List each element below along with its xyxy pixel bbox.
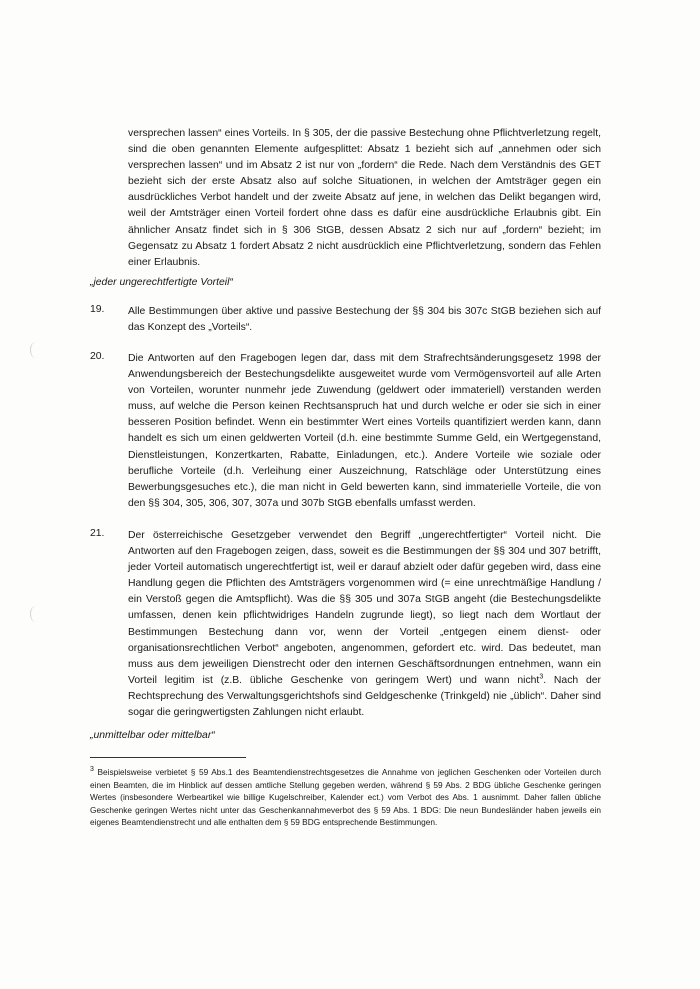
paragraph-20-text: Die Antworten auf den Fragebogen legen dar, dass mit dem Strafrechtsänderungsgesetz 1998 der Anwendungsbereich der Bestechungsdelikte ausgeweitet wurde vom Vermögensvorteil auf alle Arten von Vorteilen, worunter nunmehr jede Zuwendung (geldwert oder immateriell) verstanden werden muss, auf welche die Person keinen Rechtsanspruch hat und durch welche er oder sie sich in einer besseren Position befindet. Wenn ein bestimmter Wert eines Vorteils quantifiziert werden kann, dann handelt es sich um einen geldwerten Vorteil (d.h. eine bestimmte Summe Geld, ein Wertgegenstand, Dienstleistungen, Konzertkarten, Rabatte, Einladungen, etc.). Andere Vorteile wie soziale oder berufliche Vorteile (d.h. Verleihung einer Auszeichnung, Ratschläge oder Unterstützung eines Bewerbungsgesuches etc.), die man nicht in Geld bewerten kann, sind immaterielle Vorteile, die von den §§ 304, 305, 306, 307, 307a und 307b StGB ebenfalls umfasst werden.	[128, 353, 601, 509]
paragraph-21-text	[128, 528, 601, 721]
punch-hole-mark-top	[30, 342, 41, 358]
footnote-marker: 3	[90, 766, 94, 774]
paragraph-number-20: 20.	[90, 351, 105, 362]
footnote-separator	[90, 757, 246, 758]
paragraph-21-text-part-1: Der österreichische Gesetzgeber verwendet den Begriff „ungerechtfertigter“ Vorteil nicht. Die Antworten auf den Fragebogen zeigen, dass, soweit es die Bestimmungen der §§ 304 und 307 betrifft, jeder Vorteil automatisch ungerechtfertigt ist, weil er darauf abzielt oder dafür gegeben wird, dass eine Handlung gegen die Pflichten des Amtsträgers vorgenommen wird (= eine unrechtmäßige Handlung / ein Verstoß gegen die Amtspflicht). Was die §§ 305 und 307a StGB angeht (die Bestechungsdelikte umfassen, denen kein pflichtwidriges Handeln zugrunde liegt), so liegt nach dem Wortlaut der Bestimmungen Bestechung dann vor, wenn der Vorteil „entgegen einem dienst- oder organisationsrechtlichen Verbot“ angeboten, angenommen, gefordert etc. wird. Das bedeutet, man muss aus dem jeweiligen Dienstrecht oder den internen Geschäftsordnungen entnehmen, wann ein Vorteil legitim ist (z.B. übliche Geschenke von geringem Wert) und wann nicht	[128, 530, 601, 686]
paragraph-19-text: Alle Bestimmungen über aktive und passive Bestechung der §§ 304 bis 307c StGB beziehen sich auf das Konzept des „Vorteils“.	[128, 306, 601, 334]
footnote	[90, 766, 601, 829]
footnote-reference: 3	[539, 673, 544, 681]
punch-hole-mark-bottom	[30, 606, 41, 622]
section-heading-advantage: „jeder ungerechtfertigte Vorteil“	[90, 277, 233, 288]
paragraph-number-19: 19.	[90, 304, 105, 315]
continuation-paragraph: versprechen lassen“ eines Vorteils. In § 305, der die passive Bestechung ohne Pflichtverletzung regelt, sind die oben genannten Elemente aufgesplittet: Absatz 1 bezieht sich auf „annehmen oder sich versprechen lassen“ und im Absatz 2 ist nur von „fordern“ die Rede. Nach dem Verständnis des GET bezieht sich der erste Absatz also auf solche Situationen, in welchen der Amtsträger gegen ein ausdrückliches Verbot handelt und der zweite Absatz auf jene, in welchen das Delikt begangen wird, weil der Amtsträger einen Vorteil fordert ohne dass es dafür eine ausdrückliche Erlaubnis gibt. Ein ähnlicher Ansatz findet sich in § 306 StGB, dessen Absatz 2 sich nur auf „fordern“ bezieht; im Gegensatz zu Absatz 1 fordert Absatz 2 nicht ausdrücklich eine Pflichtverletzung, sondern das Fehlen einer Erlaubnis.	[128, 128, 601, 268]
paragraph-number-21: 21.	[90, 528, 105, 539]
section-heading-direct-indirect: „unmittelbar oder mittelbar“	[90, 730, 215, 741]
paragraph-21-text-part-2: . Nach der Rechtsprechung des Verwaltungsgerichtshofs sind Geldgeschenke (Trinkgeld) nie „üblich“. Daher sind sogar die geringwertigsten Zahlungen nicht erlaubt.	[128, 674, 601, 719]
footnote-text: Beispielsweise verbietet § 59 Abs.1 des Beamtendienstrechtsgesetzes die Annahme von jeglichen Geschenken oder Vorteilen durch einen Beamten, die im Hinblick auf dessen amtliche Stellung gegeben werden, während § 59 Abs. 2 BDG übliche Geschenke geringen Wertes (insbesondere Werbeartikel wie billige Kugelschreiber, Kalender ect.) vom Verbot des Abs. 1 ausnimmt. Daher fallen übliche Geschenke geringen Wertes nicht unter das Geschenkannahmeverbot des § 59 Abs. 1 BDG: Die neun Bundesländer haben jeweils ein eigenes Beamtendienstrecht und alle enthalten dem § 59 BDG entsprechende Bestimmungen.	[90, 767, 601, 828]
